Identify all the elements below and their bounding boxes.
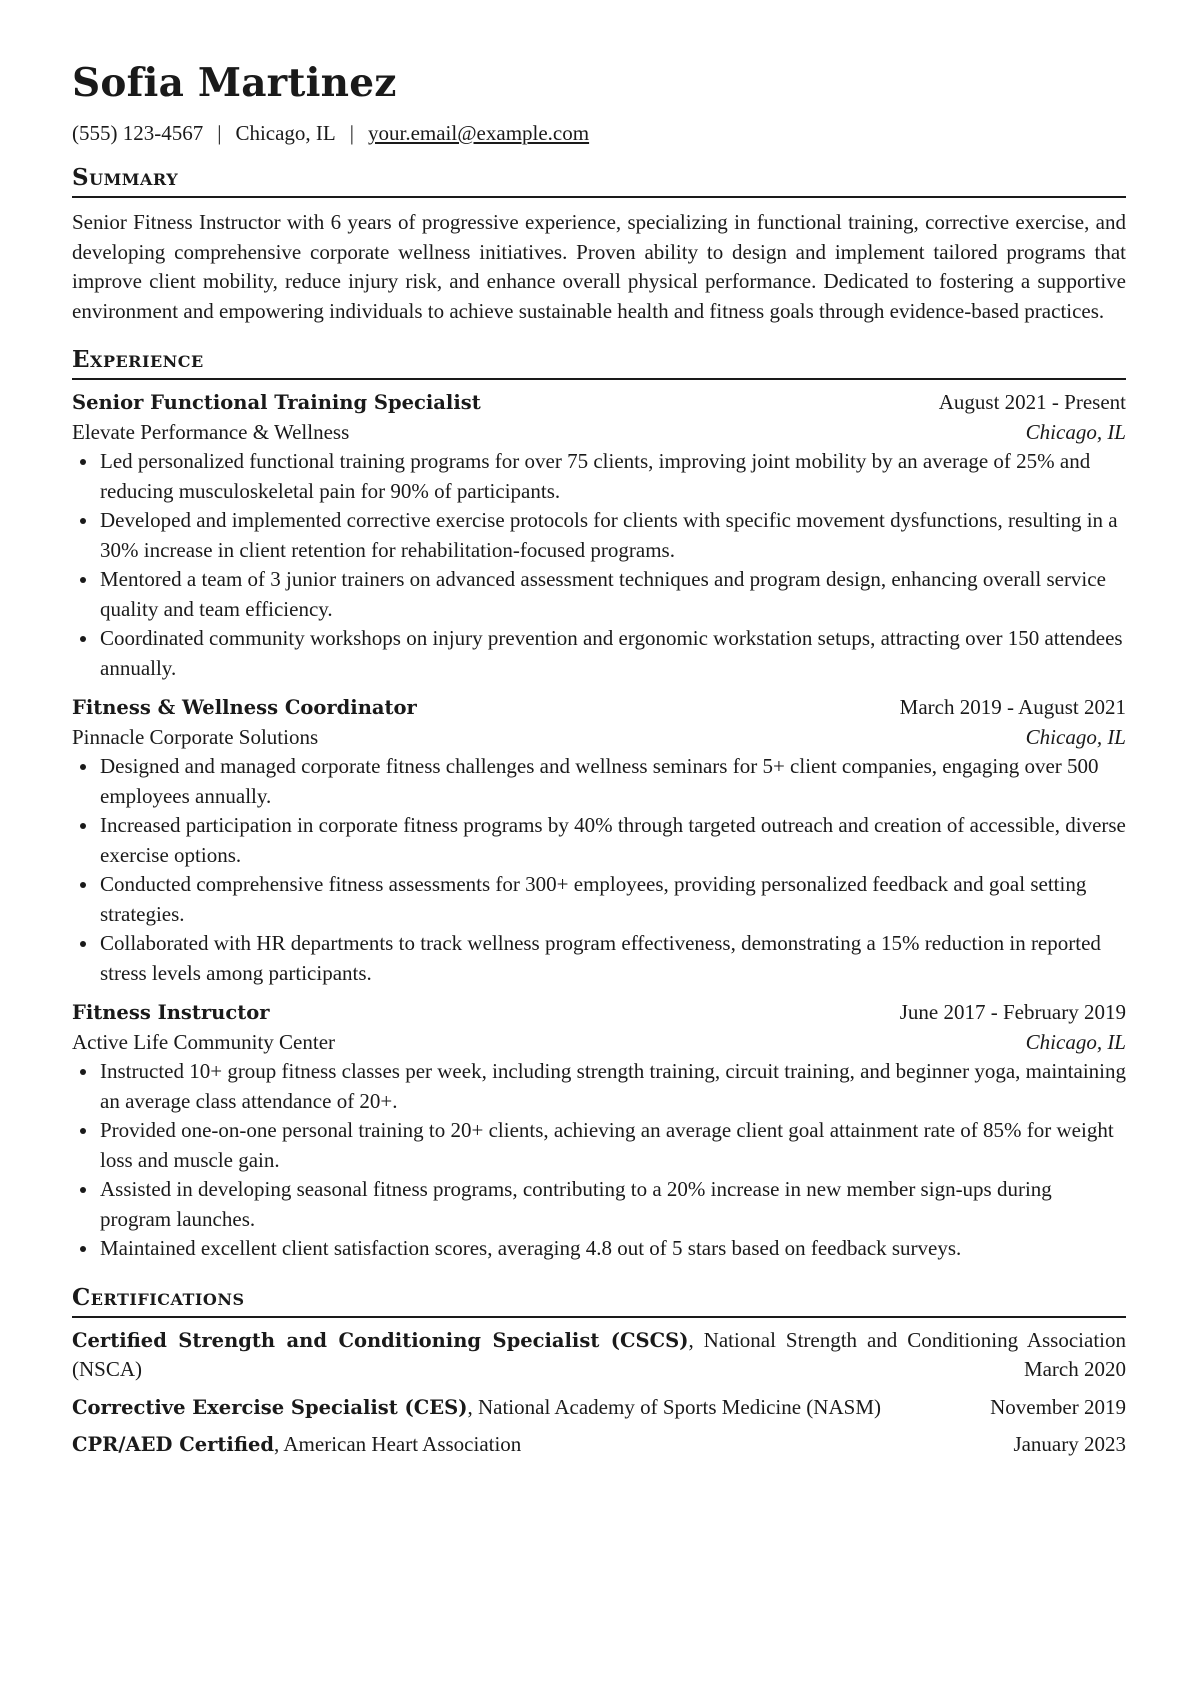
job-title: Senior Functional Training Specialist xyxy=(72,391,481,414)
bullet-text: Developed and implemented corrective exercise protocols for clients with specific movement dysfunctions, resulting in a 30% increase in client retention for rehabilitation-focused programs. xyxy=(100,508,1118,562)
bullet-text: Increased participation in corporate fitness programs by 40% through targeted outreach and creation of accessible, diverse exercise options. xyxy=(100,813,1126,867)
job-bullet-list xyxy=(72,752,1126,988)
experience-heading: Experience xyxy=(72,346,1126,380)
certification-name: Certified Strength and Conditioning Specialist (CSCS) xyxy=(72,1328,689,1352)
job-title: Fitness Instructor xyxy=(72,1001,270,1024)
job-header-row xyxy=(72,998,1126,1028)
bullet-text: Maintained excellent client satisfaction scores, averaging 4.8 out of 5 stars based on feedback surveys. xyxy=(100,1236,962,1260)
job-location: Chicago, IL xyxy=(1025,1030,1126,1054)
phone-number: (555) 123-4567 xyxy=(72,121,204,145)
job-bullet xyxy=(72,870,1126,929)
job-bullet xyxy=(72,1057,1126,1116)
company-name: Elevate Performance & Wellness xyxy=(72,420,350,444)
bullet-dot-icon xyxy=(80,518,86,524)
certification-date: November 2019 xyxy=(990,1394,1126,1419)
job-bullet xyxy=(72,1175,1126,1234)
bullet-dot-icon xyxy=(80,459,86,465)
job-header-row xyxy=(72,693,1126,723)
certifications-list xyxy=(72,1326,1126,1460)
job-bullet xyxy=(72,624,1126,683)
job-title: Fitness & Wellness Coordinator xyxy=(72,696,417,719)
certification-entry xyxy=(72,1326,1126,1385)
job-bullet xyxy=(72,506,1126,565)
certification-issuer: , American Heart Association xyxy=(274,1432,522,1456)
contact-separator: | xyxy=(217,121,222,145)
bullet-text: Instructed 10+ group fitness classes per week, including strength training, circuit training, and beginner yoga, maintaining an average class attendance of 20+. xyxy=(100,1059,1126,1113)
job-entry xyxy=(72,998,1126,1264)
certification-name: Corrective Exercise Specialist (CES) xyxy=(72,1395,468,1419)
job-bullet xyxy=(72,752,1126,811)
job-company-row xyxy=(72,723,1126,752)
job-company-row xyxy=(72,418,1126,447)
candidate-name: Sofia Martinez xyxy=(72,60,397,106)
bullet-dot-icon xyxy=(80,1246,86,1252)
resume-page xyxy=(72,58,1126,1460)
job-entry xyxy=(72,693,1126,988)
summary-heading: Summary xyxy=(72,164,1126,198)
bullet-dot-icon xyxy=(80,823,86,829)
bullet-dot-icon xyxy=(80,764,86,770)
bullet-text: Mentored a team of 3 junior trainers on advanced assessment techniques and program design, enhancing overall service quality and team efficiency. xyxy=(100,567,1106,621)
job-dates: August 2021 - Present xyxy=(938,390,1126,414)
job-bullet xyxy=(72,929,1126,988)
job-location: Chicago, IL xyxy=(1025,725,1126,749)
bullet-text: Coordinated community workshops on injury prevention and ergonomic workstation setups, attracting over 150 attendees annually. xyxy=(100,626,1123,680)
company-name: Active Life Community Center xyxy=(72,1030,336,1054)
certification-date: March 2020 xyxy=(1023,1357,1126,1381)
job-entry xyxy=(72,388,1126,683)
certification-entry xyxy=(72,1393,1126,1423)
bullet-dot-icon xyxy=(80,636,86,642)
summary-text: Senior Fitness Instructor with 6 years of progressive experience, specializing in functional training, corrective exercise, and developing comprehensive corporate wellness initiatives. Proven ability to design and implement tailored programs that improve client mobility, reduce injury risk, and enhance overall physical performance. Dedicated to fostering a supportive environment and empowering individuals to achieve sustainable health and fitness goals through evidence-based practices. xyxy=(72,210,1126,323)
job-bullet xyxy=(72,811,1126,870)
bullet-dot-icon xyxy=(80,941,86,947)
email-link[interactable]: your.email@example.com xyxy=(367,121,590,145)
certification-date: January 2023 xyxy=(1013,1432,1126,1456)
bullet-text: Led personalized functional training programs for over 75 clients, improving joint mobility by an average of 25% and reducing musculoskeletal pain for 90% of participants. xyxy=(100,449,1091,503)
job-header-row xyxy=(72,388,1126,418)
job-bullet-list xyxy=(72,447,1126,683)
contact-location: Chicago, IL xyxy=(235,121,336,145)
certification-entry xyxy=(72,1430,1126,1460)
job-dates: June 2017 - February 2019 xyxy=(899,1000,1126,1024)
certification-text xyxy=(72,1393,881,1423)
certification-row xyxy=(72,1393,1126,1423)
job-bullet-list xyxy=(72,1057,1126,1264)
job-location: Chicago, IL xyxy=(1025,420,1126,444)
bullet-dot-icon xyxy=(80,1128,86,1134)
certifications-heading: Certifications xyxy=(72,1284,1126,1318)
certification-issuer: , National Academy of Sports Medicine (NASM) xyxy=(467,1394,881,1419)
bullet-dot-icon xyxy=(80,577,86,583)
bullet-text: Conducted comprehensive fitness assessments for 300+ employees, providing personalized feedback and goal setting strategies. xyxy=(100,872,1087,926)
experience-list xyxy=(72,388,1126,1264)
bullet-dot-icon xyxy=(80,1187,86,1193)
job-company-row xyxy=(72,1028,1126,1057)
certification-text xyxy=(72,1430,521,1460)
certification-issuer: , National Strength and Conditioning Association (NSCA) xyxy=(72,1327,1127,1381)
job-bullet xyxy=(72,447,1126,506)
contact-separator: | xyxy=(349,121,354,145)
bullet-text: Provided one-on-one personal training to 20+ clients, achieving an average client goal attainment rate of 85% for weight loss and muscle gain. xyxy=(100,1118,1114,1172)
bullet-dot-icon xyxy=(80,1069,86,1075)
certification-row xyxy=(72,1430,1126,1460)
contact-line xyxy=(72,120,1126,146)
job-dates: March 2019 - August 2021 xyxy=(899,695,1126,719)
job-bullet xyxy=(72,1234,1126,1264)
certification-name: CPR/AED Certified xyxy=(72,1433,275,1456)
bullet-text: Designed and managed corporate fitness challenges and wellness seminars for 5+ client companies, engaging over 500 employees annually. xyxy=(100,754,1099,808)
bullet-text: Collaborated with HR departments to track wellness program effectiveness, demonstrating a 15% reduction in reported stress levels among participants. xyxy=(100,931,1101,985)
bullet-dot-icon xyxy=(80,882,86,888)
company-name: Pinnacle Corporate Solutions xyxy=(72,725,319,749)
bullet-text: Assisted in developing seasonal fitness programs, contributing to a 20% increase in new member sign-ups during program launches. xyxy=(100,1177,1052,1231)
job-bullet xyxy=(72,565,1126,624)
job-bullet xyxy=(72,1116,1126,1175)
